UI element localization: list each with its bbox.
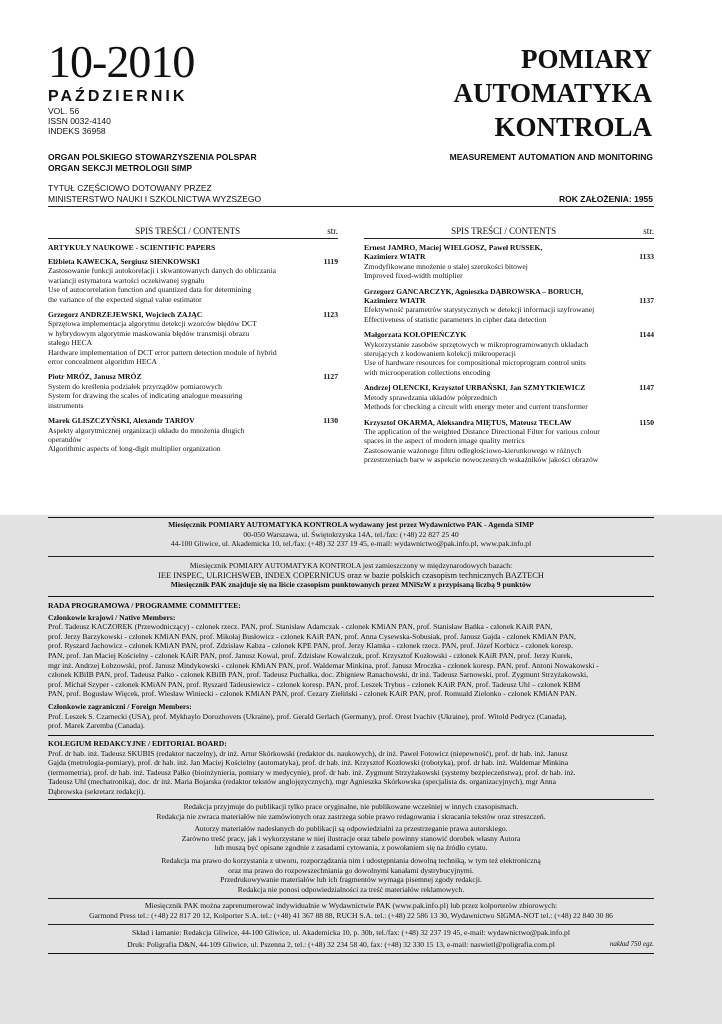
toc-page: 1123 bbox=[323, 310, 338, 320]
divider bbox=[48, 735, 654, 736]
toc-line: The application of the weighted Distance Directional Filter for various colour bbox=[364, 426, 600, 436]
editorial-line: Tadeusz Uhl (mechatronika), doc. dr inż. Maria Bojarska (redaktor tekstów anglojęzycznych), mgr Agnieszka Skórkowska (specjalista ds. organizacyjnych), mgr Anna bbox=[48, 777, 556, 787]
toc-line: Effectiveness of statistic parameters in cipher data detection bbox=[364, 314, 547, 324]
print-block bbox=[48, 928, 654, 938]
council-line: PAN, prof. Bogusław Więcek, prof. Wiesław Winiecki - członek KMiAN PAN, prof. Cezary Zieliński - członek KAiR PAN, prof. Romuald Zielonko - członek KMiAN PAN. bbox=[48, 689, 577, 699]
volume: VOL. 56 bbox=[48, 106, 80, 116]
toc-line: Wykorzystanie zasobów sprzętowych w mikroprogramowanych układach bbox=[364, 339, 589, 349]
toc-line: Sprzętowa implementacja algorytmu detekcji wzorców błędów DCT bbox=[48, 319, 257, 329]
toc-line: operandów bbox=[48, 434, 82, 444]
header-divider bbox=[48, 206, 654, 207]
toc-header bbox=[48, 226, 338, 239]
toc-entry bbox=[48, 416, 338, 454]
toc-line: Aspekty algorytmicznej organizacji układu do mnożenia długich bbox=[48, 425, 245, 435]
divider bbox=[48, 596, 654, 597]
tytul-block bbox=[48, 183, 261, 204]
editorial-line: Prof. dr hab. inż. Tadeusz SKUBIS (redaktor naczelny), dr inż. Artur Skórkowski (redaktor ds. naukowych), dr inż. Paweł Fotowicz (niepewność), prof. dr hab. inż. Janusz bbox=[48, 748, 568, 758]
toc-line: Metody sprawdzania układów półprzednich bbox=[364, 392, 498, 402]
publisher-line: 00-050 Warszawa, ul. Świętokrzyska 14A, tel./fax: (+48) 22 827 25 40 bbox=[243, 529, 459, 539]
toc-line: sterujących z kodowaniem kolekcji mikrooperacji bbox=[364, 349, 516, 359]
policy-line: lub muszą być opisane zgodnie z zasadami cytowania, z powołaniem się na źródło cytatu. bbox=[214, 843, 488, 853]
council-line: PAN, prof. Jan Maciej Kościelny - członek KAiR PAN, prof. Janusz Kowal, prof. Zdzisław Kowalczuk, prof. Krzysztof Kozłowski - członek KAiR PAN, prof. Jerzy Kurek, bbox=[48, 650, 573, 660]
toc-page-label: str. bbox=[327, 226, 338, 236]
print-block-2 bbox=[48, 940, 654, 950]
print-run: nakład 750 egz. bbox=[609, 940, 654, 948]
toc-line: Zmodyfikowane mnożenie o stałej szerokości bitowej bbox=[364, 261, 528, 271]
title-line: AUTOMATYKA bbox=[453, 78, 652, 108]
toc-right bbox=[364, 226, 654, 471]
council-line: członek KBiIB PAN, prof. Tadeusz Pałko - członek KBiIB PAN, prof. Tadeusz Puchałka, doc. Zbigniew Ranachowski, dr inż. Tadeusz Sarnowski, prof. Zygmunt Strzyżakowski, bbox=[48, 670, 589, 680]
policy-line: Zarówno treść pracy, jak i wykorzystane w niej ilustracje oraz tabele powinny stanowić dorobek własny Autora bbox=[181, 833, 521, 843]
toc-line: Efektywność parametrów statystycznych w detekcji informacji szyfrowanej bbox=[364, 305, 595, 315]
toc-authors: Kazimierz WIATR bbox=[364, 296, 426, 306]
council-line: prof. Marek Zaremba (Canada). bbox=[48, 721, 145, 731]
indexing-line: Miesięcznik PAK znajduje się na liście czasopism punktowanych przez MNiSzW z przypisaną liczbą 9 punktów bbox=[170, 580, 532, 590]
editorial-line: Gajda (metrologia-pomiary), prof. dr hab. inż. Jan Maciej Kościelny (automatyka), prof. dr hab. inż. Krzysztof Kozłowski (robotyka), prof. dr hab. inż. Waldemar Minkina bbox=[48, 758, 569, 768]
organ-left bbox=[48, 152, 257, 173]
toc-page-label: str. bbox=[643, 226, 654, 236]
toc-page: 1127 bbox=[323, 372, 338, 382]
council-line: Prof. Tadeusz KACZOREK (Przewodniczący) - członek rzecz. PAN, prof. Stanisław Adamczak - członek KMiAN PAN, prof. Stanisław Bańka - członek KAiR PAN, bbox=[48, 622, 553, 632]
tytul-line: TYTUŁ CZĘŚCIOWO DOTOWANY PRZEZ bbox=[48, 183, 212, 193]
indeks: INDEKS 36958 bbox=[48, 126, 106, 136]
indexing-block bbox=[48, 561, 654, 590]
toc-line: Zastosowanie funkcji autokorelacji i skwantowanych danych do obliczania bbox=[48, 266, 276, 276]
toc-line: przestrzeniach barw w aspekcie nowoczesnych wskaźników jakości obrazów bbox=[364, 455, 599, 465]
toc-page: 1150 bbox=[639, 417, 654, 427]
toc-authors: Piotr MRÓZ, Janusz MRÓZ bbox=[48, 372, 142, 382]
editorial-block bbox=[48, 739, 654, 797]
toc-authors: Andrzej OLENCKI, Krzysztof URBAŃSKI, Jan SZMYTKIEWICZ bbox=[364, 383, 586, 393]
toc-header bbox=[364, 226, 654, 239]
issue-month: PAŹDZIERNIK bbox=[48, 88, 188, 105]
toc-authors: Ernest JAMRO, Maciej WIELGOSZ, Paweł RUSSEK, bbox=[364, 243, 543, 252]
indexing-line: IEE INSPEC, ULRICHSWEB, INDEX COPERNICUS oraz w bazie polskich czasopism technicznych BAZTECH bbox=[158, 570, 544, 580]
toc-page: 1137 bbox=[639, 295, 654, 305]
council-line: mgr inż. Andrzej Łobzowski, prof. Janusz Mindykowski - członek KMiAN PAN, prof. Waldemar Minkina, prof. Janusz Mroczka - członek koresp. PAN, prof. Antoni Nowakowski - bbox=[48, 660, 599, 670]
toc-page: 1130 bbox=[323, 416, 338, 426]
council-block bbox=[48, 601, 654, 731]
toc-entry bbox=[364, 383, 654, 411]
toc-entry bbox=[364, 287, 654, 325]
policy-block bbox=[48, 802, 654, 894]
issue-number: 10-2010 bbox=[48, 36, 195, 87]
toc-entry bbox=[364, 330, 654, 377]
divider bbox=[48, 924, 654, 925]
toc-line: Methods for checking a circuit with energy meter and current transformer bbox=[364, 402, 588, 412]
journal-title bbox=[453, 42, 652, 144]
toc-line: Use of hardware resources for compositional microprogram control units bbox=[364, 358, 586, 368]
toc-entry bbox=[48, 310, 338, 366]
toc-entry bbox=[364, 243, 654, 281]
council-line: prof. Ryszard Jachowicz - członek KMiAN PAN, prof. Zdzisław Kabza - członek KPE PAN, prof. Jerzy Klamka - członek rzecz. PAN, prof. Józef Korbicz - członek koresp. bbox=[48, 641, 573, 651]
toc-line: Use of autocorrelation function and quantized data for determining bbox=[48, 285, 252, 295]
divider bbox=[48, 799, 654, 800]
toc-entry bbox=[364, 418, 654, 465]
organ-line: ORGAN SEKCJI METROLOGII SIMP bbox=[48, 162, 193, 173]
divider bbox=[48, 953, 654, 954]
indexing-line: Miesięcznik POMIARY AUTOMATYKA KONTROLA jest zamieszczony w międzynarodowych bazach: bbox=[189, 561, 513, 570]
organ-line: ORGAN POLSKIEGO STOWARZYSZENIA POLSPAR bbox=[48, 152, 257, 162]
organ-right: MEASUREMENT AUTOMATION AND MONITORING bbox=[449, 152, 653, 162]
foreign-members-heading: Członkowie zagraniczni / Foreign Members: bbox=[48, 701, 192, 711]
toc-title: SPIS TREŚCI / CONTENTS bbox=[135, 226, 241, 236]
toc-line: stałego HECA bbox=[48, 338, 93, 348]
toc-line: System do kreślenia podziałek przyrządów pomiarowych bbox=[48, 381, 222, 391]
council-line: Prof. Leszek S. Czarnecki (USA), prof. Mykhaylo Dorozhovets (Ukraine), prof. Gerald Gerlach (Germany), prof. Orest Ivachiv (Ukraine), prof. Witold Pedrycz (Canada), bbox=[48, 711, 567, 721]
toc-authors: Elżbieta KAWECKA, Sergiusz SIENKOWSKI bbox=[48, 257, 200, 266]
toc-entry bbox=[48, 372, 338, 410]
toc-line: with microoperation collections encoding bbox=[364, 367, 491, 377]
subscription-line: Garmond Press tel.: (+48) 22 817 20 12, Kolporter S.A. tel.: (+48) 41 367 88 88, RUCH S.A. tel.: (+48) 22 586 13 30, Wydawnictwo SIGMA-NOT tel.: (+48) 22 840 30 86 bbox=[89, 910, 613, 920]
toc-page: 1133 bbox=[639, 252, 654, 261]
toc-section-title: ARTYKUŁY NAUKOWE - SCIENTIFIC PAPERS bbox=[48, 243, 216, 252]
editorial-line: (termometria), prof. dr hab. inż. Tadeusz Pałko (bioinżynieria, pomiary w medycynie), prof. dr hab. inż. Zygmunt Strzyżakowski (systemy bezpieczeństwa), prof. dr hab. inż. bbox=[48, 767, 576, 777]
toc-page: 1144 bbox=[639, 330, 654, 340]
toc-left bbox=[48, 226, 338, 460]
title-line: KONTROLA bbox=[494, 112, 652, 142]
council-line: prof. Michał Szyper - członek KMiAN PAN, prof. Ryszard Tadeusiewicz - członek koresp. PAN, prof. Leszek Trybus - członek KAiR PAN, prof. Tadeusz Uhl – członek KBM bbox=[48, 679, 581, 689]
publisher-block bbox=[48, 520, 654, 549]
native-members-heading: Członkowie krajowi / Native Members: bbox=[48, 612, 176, 622]
toc-line: w hybrydowym algorytmie maskowania błędów transmisji obrazu bbox=[48, 328, 250, 338]
editorial-line: Dąbrowska (sekretarz redakcji). bbox=[48, 786, 146, 796]
policy-line: oraz ma prawo do rozpowszechniania go dowolnymi kanałami dystrybucyjnymi. bbox=[228, 865, 474, 875]
toc-authors: Grzegorz ANDRZEJEWSKI, Wojciech ZAJĄC bbox=[48, 310, 203, 320]
divider bbox=[48, 517, 654, 518]
toc-authors: Kazimierz WIATR bbox=[364, 252, 426, 262]
council-line: prof. Jerzy Barzykowski - członek KMiAN PAN, prof. Mikołaj Busłowicz - członek KAiR PAN, prof. Anna Cysewska-Sobusiak, prof. Janusz Gajda - członek KMiAN PAN, bbox=[48, 631, 576, 641]
toc-line: wariancji estymatora wartości oczekiwanej sygnału bbox=[48, 275, 205, 285]
policy-line: Redakcja przyjmuje do publikacji tylko prace oryginalne, nie publikowane wcześniej w innych czasopismach. bbox=[183, 802, 519, 811]
toc-line: the variance of the expected signal value estimator bbox=[48, 294, 202, 304]
council-heading: RADA PROGRAMOWA / PROGRAMME COMMITTEE: bbox=[48, 601, 241, 610]
toc-line: spaces in the aspect of modern image quality metrics bbox=[364, 436, 525, 446]
toc-title: SPIS TREŚCI / CONTENTS bbox=[451, 226, 557, 236]
toc-line: Zastosowanie ważonego filtru odległościowo-kierunkowego w różnych bbox=[364, 445, 582, 455]
divider bbox=[48, 898, 654, 899]
issue-block bbox=[48, 38, 348, 136]
toc-line: Hardware implementation of DCT error pattern detection module of hybrid bbox=[48, 347, 277, 357]
toc-authors: Małgorzata KOŁOPIEŃCZYK bbox=[364, 330, 467, 340]
toc-page: 1119 bbox=[323, 257, 338, 266]
title-line: POMIARY bbox=[520, 44, 652, 74]
subscription-line: Miesięcznik PAK można zaprenumerować indywidualnie w Wydawnictwie PAK (www.pak.info.pl) lub przez kolporterów zbiorowych: bbox=[144, 901, 558, 910]
issn: ISSN 0032-4140 bbox=[48, 116, 111, 126]
toc-line: instruments bbox=[48, 400, 84, 410]
toc-line: error concealment algorithm HECA bbox=[48, 357, 158, 367]
publisher-line: 44-100 Gliwice, ul. Akademicka 10, tel./fax: (+48) 32 237 19 45, e-mail: wydawnictwo@pak.info.pl, www.pak.info.pl bbox=[170, 539, 532, 549]
rok-zalozenia: ROK ZAŁOŻENIA: 1955 bbox=[559, 194, 653, 204]
toc-line: System for drawing the scales of indicating analogue measuring bbox=[48, 391, 243, 401]
policy-line: Redakcja nie ponosi odpowiedzialności za treść materiałów reklamowych. bbox=[237, 884, 465, 894]
toc-entry bbox=[48, 257, 338, 304]
divider bbox=[48, 556, 654, 557]
policy-line: Autorzy materiałów nadesłanych do publikacji są odpowiedzialni za przestrzeganie prawa autorskiego. bbox=[194, 824, 508, 834]
toc-authors: Marek GLISZCZYŃSKI, Alexandr TARIOV bbox=[48, 416, 195, 426]
policy-line: Redakcja ma prawo do korzystania z utworu, rozporządzania nim i udostępniania dowolną techniką, w tym też elektroniczną bbox=[161, 855, 541, 865]
tytul-line: MINISTERSTWO NAUKI I SZKOLNICTWA WYŻSZEGO bbox=[48, 193, 262, 204]
toc-line: Improved fixed-width multiplier bbox=[364, 271, 463, 281]
subscription-block bbox=[48, 901, 654, 920]
toc-line: Algorithmic aspects of long-digit multiplier organization bbox=[48, 444, 221, 454]
toc-page: 1147 bbox=[639, 383, 654, 393]
editorial-heading: KOLEGIUM REDAKCYJNE / EDITORIAL BOARD: bbox=[48, 739, 227, 748]
publisher-line: Miesięcznik POMIARY AUTOMATYKA KONTROLA wydawany jest przez Wydawnictwo PAK - Agenda SIMP bbox=[168, 520, 534, 529]
policy-line: Redakcja nie zwraca materiałów nie zamówionych oraz zastrzega sobie prawo redagowania i skracania tekstów oraz streszczeń. bbox=[156, 811, 546, 821]
policy-line: Przedrukowywanie materiałów lub ich fragmentów wymaga pisemnej zgody redakcji. bbox=[220, 875, 482, 885]
toc-authors: Krzysztof OKARMA, Aleksandra MIĘTUS, Mateusz TECŁAW bbox=[364, 417, 572, 427]
toc-authors: Grzegorz GANCARCZYK, Agnieszka DĄBROWSKA – BORUCH, bbox=[364, 286, 584, 296]
print-line: Druk: Poligrafia D&N, 44-109 Gliwice, ul. Pszenna 2, tel.: (+48) 32 234 58 40, fax: (+48) 32 330 15 13, e-mail: naswietl@poligrafia.com.pl bbox=[127, 940, 555, 949]
print-line: Skład i łamanie: Redakcja Gliwice, 44-100 Gliwice, ul. Akademicka 10, p. 30b, tel./fax: (+48) 32 237 19 45, e-mail: wydawnictwo@pak.info.pl bbox=[132, 928, 570, 937]
